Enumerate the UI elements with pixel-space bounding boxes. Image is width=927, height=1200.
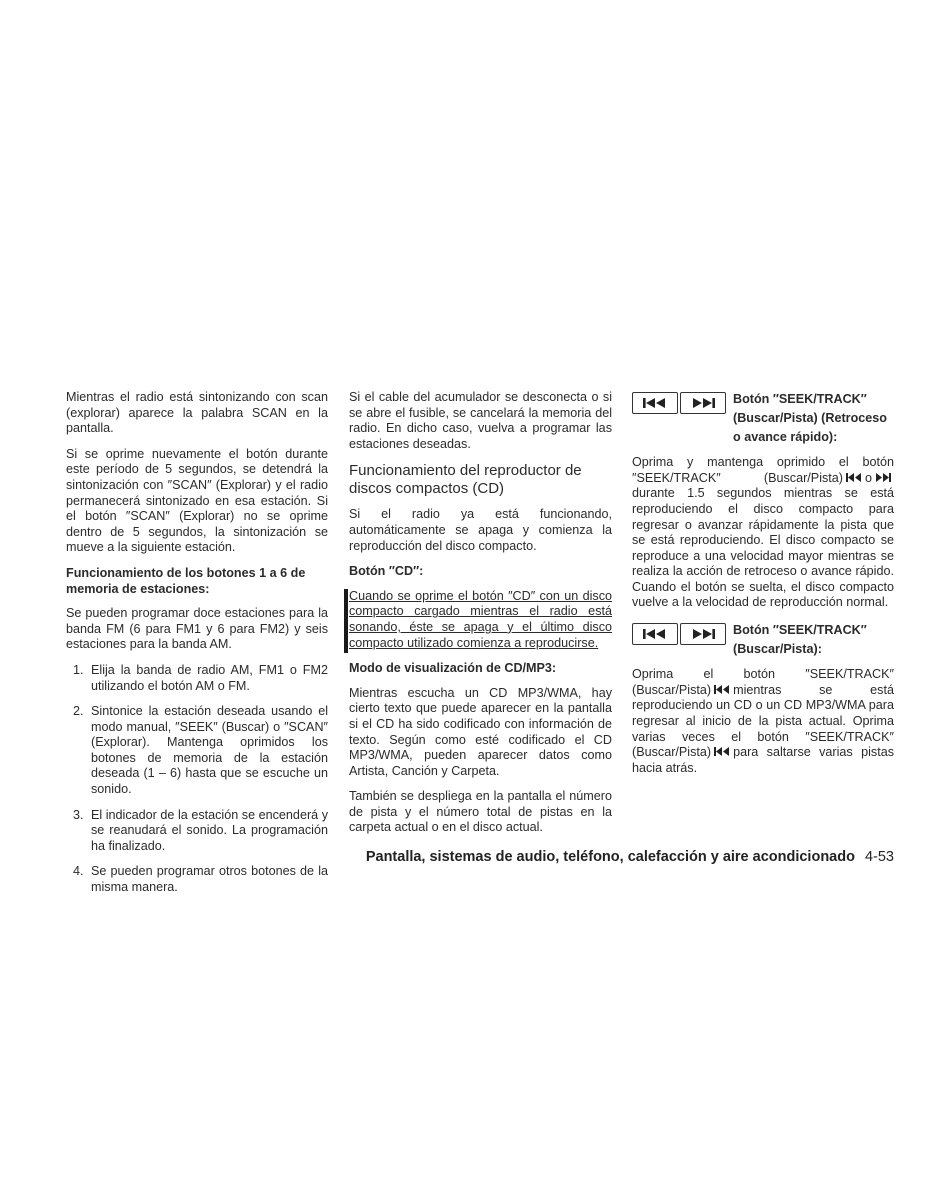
seek-track-buttons [632,392,726,414]
cd-section-title: Funcionamiento del reproductor de discos compactos (CD) [349,462,582,498]
seek-track-heading: Botón ″SEEK/TRACK″ (Buscar/Pista) (Retroceso o avance rápido): [733,392,887,444]
column-left [66,390,328,906]
list-item: 1. Elija la banda de radio AM, FM1 o FM2 utilizando el botón AM o FM. [73,662,328,693]
column-right [632,390,894,786]
scan-paragraph: Mientras el radio está sintonizando con scan (explorar) aparece la palabra SCAN en la pantalla. [66,390,328,436]
skip-forward-icon [680,392,726,414]
scan-stop-paragraph: Si se oprime nuevamente el botón durante este período de 5 segundos, se detendrá la sintonización con ″SCAN″ (Explorar) y el radio permanecerá sintonizado en esa estación. Si el botón ″SCAN″ (Explorar) no se oprime dentro de 5 segundos, la sintonización se mueve a la siguiente estación. [66,446,328,555]
seek-track-heading: Botón ″SEEK/TRACK″ (Buscar/Pista): [733,623,867,657]
skip-back-icon [714,745,730,761]
battery-paragraph: Si el cable del acumulador se desconecta o si se abre el fusible, se cancelará la memoria del radio. En dicho caso, vuelva a programar las estaciones deseadas. [349,390,612,451]
footer-section-title: Pantalla, sistemas de audio, teléfono, calefacción y aire acondicionado [365,849,855,865]
cd-note: Cuando se oprime el botón ″CD″ con un disco compacto cargado mientras el radio está sonando, éste se apaga y el último disco compacto utilizado comienza a reproducirse. [349,588,612,650]
cd-button-heading: Botón ″CD″: [349,564,424,579]
memory-buttons-heading: Funcionamiento de los botones 1 a 6 de memoria de estaciones: [66,565,306,596]
page-footer [0,849,894,865]
seek-track-block [632,390,894,447]
seek-press-paragraph: Oprima el botón ″SEEK/TRACK″ (Buscar/Pista) mientras se está reproduciendo un CD o un CD MP3/WMA para regresar al inicio de la pista actual. Oprima varias veces el botón ″SEEK/TRACK″ (Buscar/Pista) para saltarse varias pistas hacia atrás. [632,667,894,775]
track-number-paragraph: También se despliega en la pantalla el número de pista y el número total de pistas en la carpeta actual o en el disco actual. [349,789,612,835]
skip-forward-icon [680,623,726,645]
list-item: 2. Sintonice la estación deseada usando el modo manual, ″SEEK″ (Buscar) o ″SCAN″ (Explorar). Mantenga oprimidos los botones de memoria de la estación deseada (1 – 6) hasta que se escuche un sonido. [73,704,328,797]
seek-track-buttons [632,623,726,645]
column-middle [349,390,612,846]
skip-back-icon [846,471,862,487]
memory-intro-paragraph: Se pueden programar doce estaciones para la banda FM (6 para FM1 y 6 para FM2) y seis estaciones para la banda AM. [66,606,328,652]
skip-forward-icon [875,471,891,487]
mp3-paragraph: Mientras escucha un CD MP3/WMA, hay cierto texto que puede aparecer en la pantalla si el CD ha sido codificado con información de texto. Según como esté codificado el CD MP3/WMA, pueden aparecer datos como Artista, Canción y Carpeta. [349,685,612,778]
cd-intro-paragraph: Si el radio ya está funcionando, automáticamente se apaga y comienza la reproducción del disco compacto. [349,507,612,553]
skip-back-icon [714,683,730,699]
seek-track-block-2 [632,621,894,659]
skip-back-icon [632,623,678,645]
skip-back-icon [632,392,678,414]
list-item: 3. El indicador de la estación se encenderá y se reanudará el sonido. La programación ha finalizado. [73,807,328,853]
mp3-display-heading: Modo de visualización de CD/MP3: [349,661,557,676]
seek-hold-paragraph: Oprima y mantenga oprimido el botón ″SEEK/TRACK″ (Buscar/Pista) o durante 1.5 segundos mientras se está reproduciendo el disco compacto para regresar o avanzar rápidamente la pista que se está reproduciendo. El disco compacto se reproduce a una velocidad mayor mientras se realiza la acción de retroceso o avance rápido. Cuando el botón se suelta, el disco compacto vuelve a la velocidad de reproducción normal. [632,455,894,610]
list-item: 4. Se pueden programar otros botones de la misma manera. [73,864,328,895]
page-number: 4-53 [864,849,894,865]
